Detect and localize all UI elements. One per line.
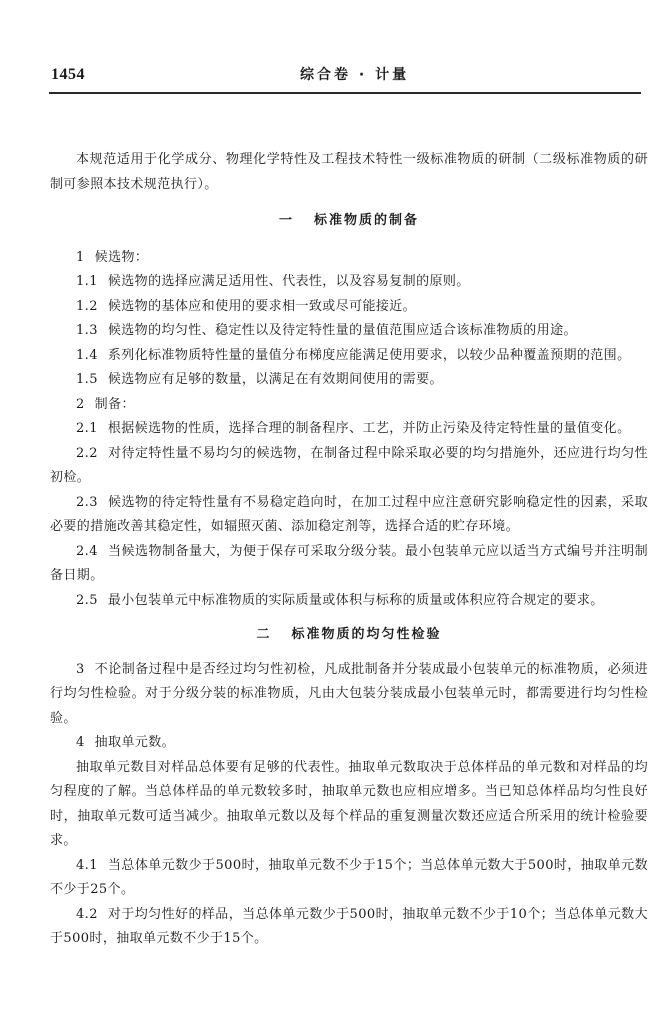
- section-title: 标准物质的制备: [314, 213, 420, 228]
- item-text: 抽取单元数。: [94, 735, 176, 750]
- list-item: [50, 658, 648, 732]
- intro-paragraph: 本规范适用于化学成分、物理化学特性及工程技术特性一级标准物质的研制（二级标准物质的研制可参照本技术规范执行）。: [50, 152, 648, 192]
- running-title: 综合卷 · 计量: [300, 67, 410, 83]
- section-heading-2: [50, 623, 648, 648]
- list-item: [50, 589, 648, 614]
- item-text: 当候选物制备量大，为便于保存可采取分级分装。最小包装单元应以适当方式编号并注明制备日期。: [50, 543, 648, 583]
- list-item: [50, 731, 648, 756]
- section-number: 二: [256, 627, 272, 642]
- item-text: 候选物的选择应满足适用性、代表性，以及容易复制的原则。: [107, 274, 470, 289]
- list-item: [50, 442, 648, 491]
- item-text: 候选物的均匀性、稳定性以及待定特性量的量值范围应适合该标准物质的用途。: [107, 323, 577, 338]
- list-item: [50, 368, 648, 393]
- item-text: 最小包装单元中标准物质的实际质量或体积与标称的质量或体积应符合规定的要求。: [107, 592, 604, 608]
- list-item: [50, 319, 648, 344]
- item-number: 4: [76, 735, 85, 750]
- page-header: [0, 0, 671, 96]
- list-item: [50, 246, 648, 271]
- item-text: 候选物的待定特性量有不易稳定趋向时，在加工过程中应注意研究影响稳定性的因素，采取必要的措施改善其稳定性，如辐照灭菌、添加稳定剂等，选择合适的贮存环境。: [50, 494, 648, 534]
- item-number: 1.1: [76, 274, 98, 289]
- item-text: 制备：: [94, 396, 135, 412]
- item-number: 1.3: [76, 323, 98, 338]
- item-text: 抽取单元数目对样品总体要有足够的代表性。抽取单元数取决于总体样品的单元数和对样品的均匀程度的了解。当总体样品的单元数较多时，抽取单元数也应相应增多。当已知总体样品均匀性良好时，抽取单元数可适当减少。抽取单元数以及每个样品的重复测量次数还应适合所采用的统计检验要求。: [50, 759, 648, 848]
- page-number: 1454: [51, 66, 85, 83]
- section-number: 一: [278, 213, 294, 228]
- list-item: [50, 393, 648, 418]
- item-text: 候选物的基体应和使用的要求相一致或尽可能接近。: [107, 298, 417, 314]
- item-number: 3: [76, 661, 85, 677]
- header-rule: [49, 92, 641, 94]
- list-item: [50, 344, 648, 369]
- item-number: 2.2: [76, 445, 98, 461]
- section-title: 标准物质的均匀性检验: [291, 627, 442, 642]
- item-number: 2.5: [76, 592, 98, 608]
- item-number: 1.2: [76, 298, 98, 314]
- item-text: 系列化标准物质特性量的量值分布梯度应能满足使用要求，以较少品种覆盖预期的范围。: [107, 347, 631, 363]
- item-text: 候选物应有足够的数量，以满足在有效期间使用的需要。: [107, 372, 443, 387]
- list-item: [50, 903, 648, 952]
- list-item: [50, 491, 648, 540]
- list-item: [50, 417, 648, 442]
- list-item: [50, 295, 648, 320]
- item-number: 1.5: [76, 372, 98, 387]
- item-text: 不论制备过程中是否经过均匀性初检，凡成批制备并分装成最小包装单元的标准物质，必须进行均匀性检验。对于分级分装的标准物质，凡由大包装分装成最小包装单元时，都需要进行均匀性检验。: [50, 661, 648, 726]
- item-text: 候选物：: [94, 249, 149, 265]
- item-text: 对于均匀性好的样品，当总体单元数少于500时，抽取单元数不少于10个；当总体单元数大于500时，抽取单元数不少于15个。: [50, 906, 648, 946]
- document-body: [50, 148, 648, 952]
- item-number: 4.2: [76, 906, 98, 922]
- item-number: 4.1: [76, 857, 98, 873]
- item-number: 2: [76, 396, 85, 412]
- item-number: 2.3: [76, 494, 98, 510]
- list-item: [50, 270, 648, 295]
- item-text: 对待定特性量不易均匀的候选物，在制备过程中除采取必要的均匀措施外，还应进行均匀性初检。: [50, 445, 648, 485]
- section-heading-1: [50, 209, 648, 234]
- list-item: [50, 540, 648, 589]
- item-text: 当总体单元数少于500时，抽取单元数不少于15个；当总体单元数大于500时，抽取单元数不少于25个。: [50, 857, 648, 897]
- item-number: 2.4: [76, 543, 98, 559]
- item-text: 根据候选物的性质，选择合理的制备程序、工艺，并防止污染及待定特性量的量值变化。: [107, 421, 631, 436]
- body-paragraph: [50, 756, 648, 854]
- item-number: 2.1: [76, 421, 98, 436]
- item-number: 1: [76, 249, 85, 265]
- item-number: 1.4: [76, 347, 98, 363]
- list-item: [50, 854, 648, 903]
